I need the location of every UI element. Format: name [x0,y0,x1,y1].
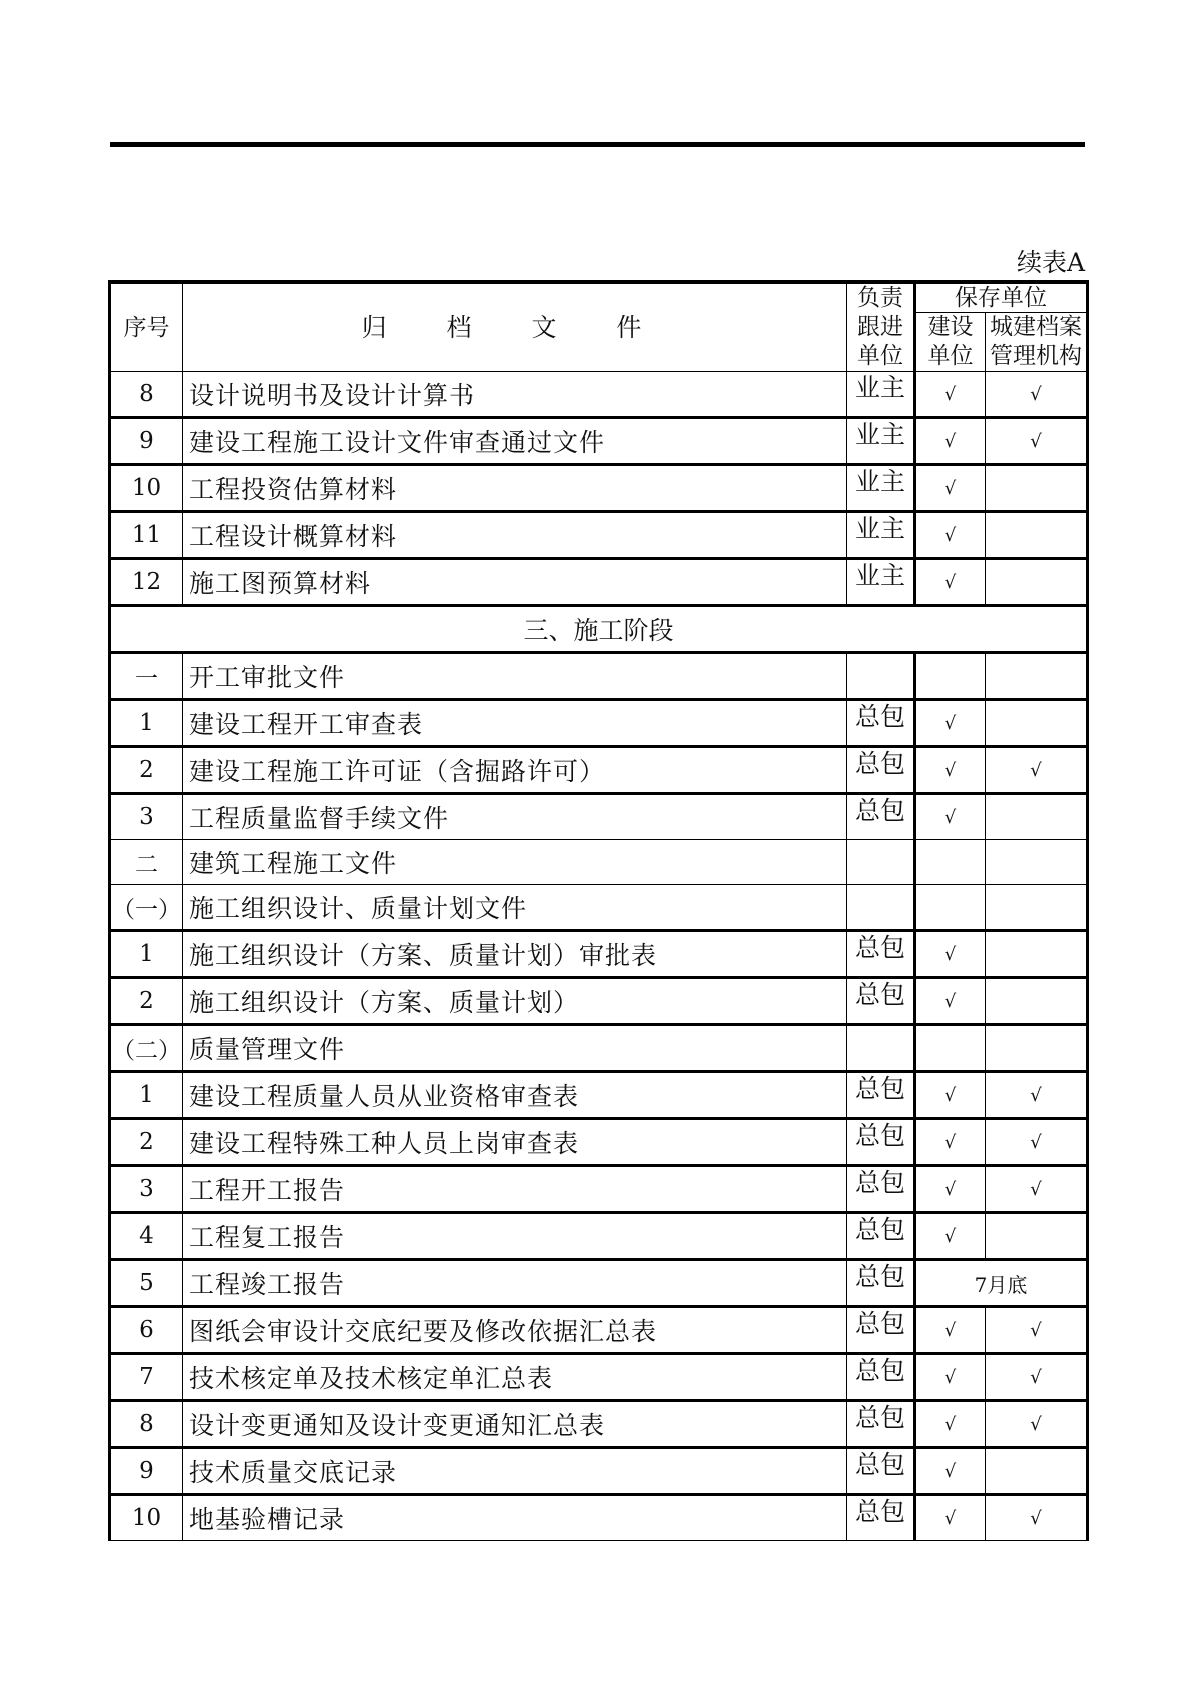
archive-check-mark [986,1448,1088,1495]
row-responsible-unit: 总包 [847,1119,915,1166]
row-document-title: 建设工程特殊工种人员上岗审查表 [183,1119,847,1166]
row-document-title: 施工组织设计（方案、质量计划） [183,978,847,1025]
row-responsible-unit: 总包 [847,700,915,747]
table-row [110,1025,1088,1072]
row-document-title: 设计变更通知及设计变更通知汇总表 [183,1401,847,1448]
archive-check-mark [986,512,1088,559]
archive-check-mark [986,559,1088,606]
row-document-title: 图纸会审设计交底纪要及修改依据汇总表 [183,1307,847,1354]
row-serial-no: 9 [110,1448,183,1495]
table-row [110,1119,1088,1166]
continued-table-label: 续表A [1016,248,1085,277]
owner-check-mark: √ [915,512,986,559]
archive-check-mark [986,465,1088,512]
row-responsible-unit: 总包 [847,1260,915,1307]
archive-check-mark: √ [986,1307,1088,1354]
row-responsible-unit: 总包 [847,978,915,1025]
table-row [110,840,1088,885]
owner-check-mark: √ [915,978,986,1025]
row-responsible-unit: 总包 [847,1401,915,1448]
archive-check-mark: √ [986,1166,1088,1213]
row-serial-no: 12 [110,559,183,606]
table-row [110,465,1088,512]
row-document-title: 施工组织设计（方案、质量计划）审批表 [183,931,847,978]
archive-check-mark: √ [986,1495,1088,1541]
row-serial-no: 4 [110,1213,183,1260]
row-note: 7月底 [915,1260,1088,1307]
row-serial-no: 8 [110,372,183,418]
row-responsible-unit: 总包 [847,1448,915,1495]
archive-file-table [108,280,1089,1541]
owner-check-mark: √ [915,559,986,606]
row-serial-no: 1 [110,1072,183,1119]
table-row [110,1401,1088,1448]
row-serial-no: 10 [110,1495,183,1541]
header-agency-line-2: 管理机构 [990,343,1082,369]
row-responsible-unit: 总包 [847,1213,915,1260]
owner-check-mark: √ [915,747,986,794]
archive-check-mark: √ [986,747,1088,794]
archive-check-mark: √ [986,1354,1088,1401]
row-serial-no: 3 [110,794,183,840]
header-agency-line-1: 城建档案 [990,314,1082,340]
row-document-title: 工程竣工报告 [183,1260,847,1307]
owner-check-mark [915,840,986,885]
table-row [110,1213,1088,1260]
owner-check-mark: √ [915,1307,986,1354]
owner-check-mark: √ [915,700,986,747]
archive-check-mark: √ [986,1119,1088,1166]
row-serial-no: 2 [110,747,183,794]
header-archive-agency [986,313,1088,372]
owner-check-mark: √ [915,465,986,512]
header-owner-unit [915,313,986,372]
row-responsible-unit: 总包 [847,1307,915,1354]
header-responsible-unit [847,282,915,372]
owner-check-mark: √ [915,1166,986,1213]
row-serial-no: （一） [110,885,183,931]
row-serial-no: 一 [110,653,183,700]
header-resp-line-3: 单位 [857,343,903,369]
archive-check-mark [986,840,1088,885]
row-responsible-unit: 业主 [847,465,915,512]
row-document-title: 质量管理文件 [183,1025,847,1072]
table-row [110,1166,1088,1213]
archive-check-mark [986,978,1088,1025]
row-responsible-unit [847,653,915,700]
row-responsible-unit: 总包 [847,1495,915,1541]
archive-check-mark [986,885,1088,931]
row-serial-no: （二） [110,1025,183,1072]
table-row [110,1307,1088,1354]
archive-check-mark: √ [986,372,1088,418]
row-responsible-unit: 总包 [847,931,915,978]
table-row [110,372,1088,418]
table-row [110,794,1088,840]
owner-check-mark: √ [915,372,986,418]
archive-check-mark [986,1025,1088,1072]
row-serial-no: 5 [110,1260,183,1307]
row-document-title: 工程质量监督手续文件 [183,794,847,840]
table-row [110,1448,1088,1495]
owner-check-mark: √ [915,1448,986,1495]
archive-check-mark [986,700,1088,747]
row-serial-no: 1 [110,931,183,978]
row-responsible-unit [847,885,915,931]
owner-check-mark [915,1025,986,1072]
owner-check-mark: √ [915,1495,986,1541]
header-row-top [110,282,1088,313]
owner-check-mark: √ [915,931,986,978]
table-row [110,747,1088,794]
row-responsible-unit: 总包 [847,1072,915,1119]
owner-check-mark: √ [915,1072,986,1119]
header-keeping-units: 保存单位 [915,282,1088,313]
row-serial-no: 8 [110,1401,183,1448]
owner-check-mark: √ [915,1213,986,1260]
row-responsible-unit: 业主 [847,372,915,418]
row-serial-no: 2 [110,978,183,1025]
row-document-title: 建设工程开工审查表 [183,700,847,747]
archive-check-mark [986,794,1088,840]
owner-check-mark: √ [915,1119,986,1166]
row-responsible-unit: 业主 [847,559,915,606]
archive-check-mark [986,1213,1088,1260]
row-serial-no: 二 [110,840,183,885]
owner-check-mark: √ [915,1401,986,1448]
table-row [110,512,1088,559]
row-serial-no: 1 [110,700,183,747]
table-row [110,885,1088,931]
row-responsible-unit: 业主 [847,512,915,559]
table-row [110,931,1088,978]
row-document-title: 开工审批文件 [183,653,847,700]
row-document-title: 施工图预算材料 [183,559,847,606]
section-row [110,606,1088,653]
row-responsible-unit: 业主 [847,418,915,465]
table-row [110,1260,1088,1307]
archive-check-mark [986,931,1088,978]
row-document-title: 工程投资估算材料 [183,465,847,512]
top-rule [110,142,1085,147]
row-document-title: 工程开工报告 [183,1166,847,1213]
row-document-title: 技术核定单及技术核定单汇总表 [183,1354,847,1401]
owner-check-mark: √ [915,418,986,465]
table-row [110,1354,1088,1401]
owner-check-mark [915,653,986,700]
row-serial-no: 9 [110,418,183,465]
owner-check-mark: √ [915,794,986,840]
header-owner-line-2: 单位 [927,343,974,369]
header-resp-line-1: 负责 [857,285,903,311]
owner-check-mark [915,885,986,931]
row-serial-no: 7 [110,1354,183,1401]
table-row [110,559,1088,606]
row-responsible-unit [847,840,915,885]
table-row [110,1072,1088,1119]
archive-check-mark [986,653,1088,700]
row-document-title: 工程复工报告 [183,1213,847,1260]
row-document-title: 技术质量交底记录 [183,1448,847,1495]
header-archive-documents: 归 档 文 件 [183,282,847,372]
row-document-title: 地基验槽记录 [183,1495,847,1541]
table-row [110,700,1088,747]
row-serial-no: 3 [110,1166,183,1213]
table-row [110,418,1088,465]
row-responsible-unit: 总包 [847,794,915,840]
row-responsible-unit: 总包 [847,1354,915,1401]
archive-table-body [110,282,1088,1541]
row-responsible-unit: 总包 [847,1166,915,1213]
row-document-title: 工程设计概算材料 [183,512,847,559]
archive-check-mark: √ [986,1401,1088,1448]
table-row [110,978,1088,1025]
archive-check-mark: √ [986,418,1088,465]
row-responsible-unit [847,1025,915,1072]
row-responsible-unit: 总包 [847,747,915,794]
header-resp-line-2: 跟进 [857,314,903,340]
header-owner-line-1: 建设 [927,314,974,340]
row-serial-no: 6 [110,1307,183,1354]
header-serial-no: 序号 [110,282,183,372]
row-document-title: 建设工程施工许可证（含掘路许可） [183,747,847,794]
table-row [110,1495,1088,1541]
owner-check-mark: √ [915,1354,986,1401]
row-document-title: 建设工程施工设计文件审查通过文件 [183,418,847,465]
row-serial-no: 10 [110,465,183,512]
row-document-title: 建设工程质量人员从业资格审查表 [183,1072,847,1119]
section-title: 三、施工阶段 [110,606,1088,653]
row-document-title: 施工组织设计、质量计划文件 [183,885,847,931]
row-document-title: 设计说明书及设计计算书 [183,372,847,418]
row-serial-no: 2 [110,1119,183,1166]
archive-check-mark: √ [986,1072,1088,1119]
row-document-title: 建筑工程施工文件 [183,840,847,885]
table-row [110,653,1088,700]
row-serial-no: 11 [110,512,183,559]
